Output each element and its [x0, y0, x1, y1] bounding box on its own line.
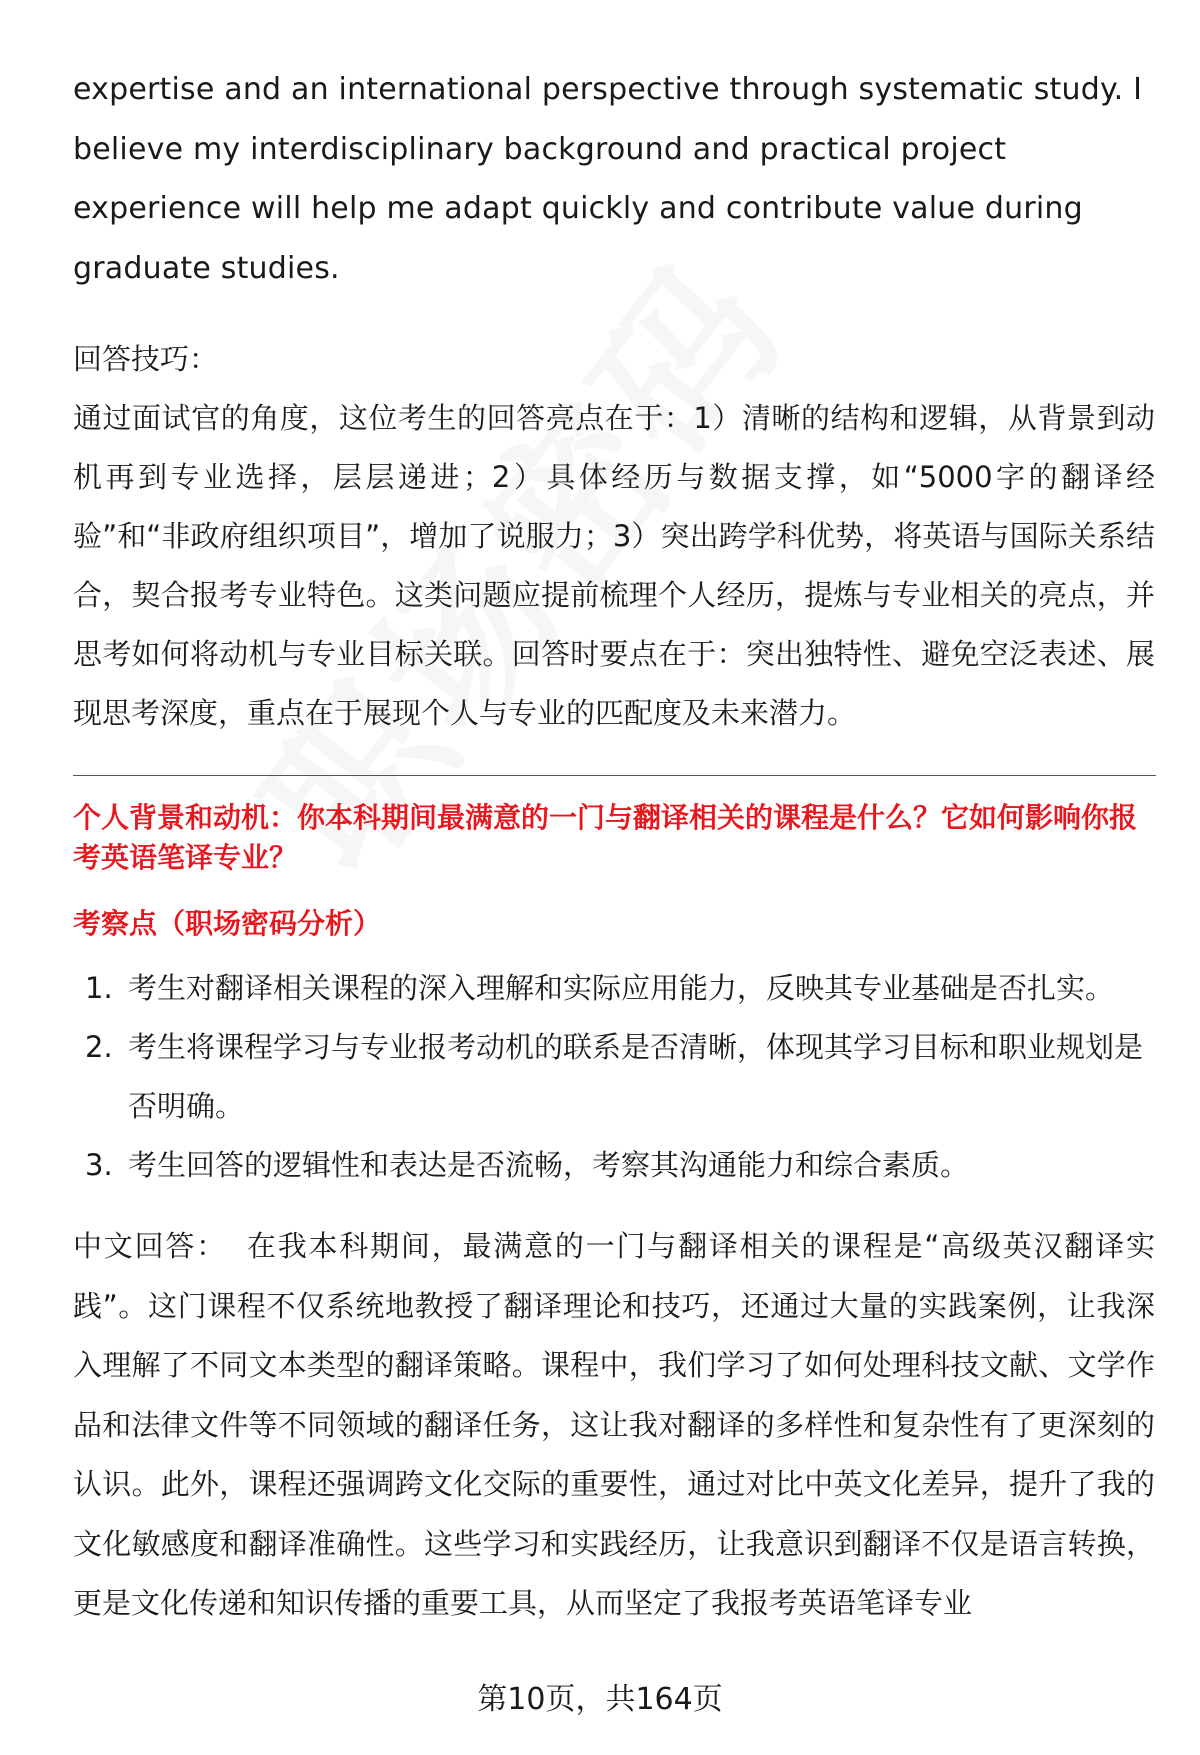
- list-item: [73, 1136, 1155, 1195]
- list-item-text: 考生对翻译相关课程的深入理解和实际应用能力，反映其专业基础是否扎实。: [128, 971, 1115, 1005]
- exam-points-list: [73, 959, 1155, 1195]
- tips-body: 通过面试官的角度，这位考生的回答亮点在于：1）清晰的结构和逻辑，从背景到动机再到专业选择，层层递进；2）具体经历与数据支撑，如“5000字的翻译经验”和“非政府组织项目”，增加了说服力；3）突出跨学科优势，将英语与国际关系结合，契合报考专业特色。这类问题应提前梳理个人经历，提炼与专业相关的亮点，并思考如何将动机与专业目标关联。回答时要点在于：突出独特性、避免空泛表述、展现思考深度，重点在于展现个人与专业的匹配度及未来潜力。: [73, 401, 1155, 730]
- section-divider: [73, 775, 1156, 776]
- exam-points-heading: 考察点（职场密码分析）: [73, 907, 382, 940]
- question-heading: 个人背景和动机：你本科期间最满意的一门与翻译相关的课程是什么？它如何影响你报考英语笔译专业？: [73, 801, 1138, 874]
- page-content: [73, 60, 1155, 1663]
- chinese-answer: [73, 1217, 1155, 1634]
- answer-body: 在我本科期间，最满意的一门与翻译相关的课程是“高级英汉翻译实践”。这门课程不仅系统地教授了翻译理论和技巧，还通过大量的实践案例，让我深入理解了不同文本类型的翻译策略。课程中，我们学习了如何处理科技文献、文学作品和法律文件等不同领域的翻译任务，这让我对翻译的多样性和复杂性有了更深刻的认识。此外，课程还强调跨文化交际的重要性，通过对比中英文化差异，提升了我的文化敏感度和翻译准确性。这些学习和实践经历，让我意识到翻译不仅是语言转换，更是文化传递和知识传播的重要工具，从而坚定了我报考英语笔译专业: [73, 1229, 1155, 1620]
- answer-label: 中文回答：: [73, 1229, 227, 1263]
- list-item: [73, 959, 1155, 1018]
- tips-label: 回答技巧：: [73, 342, 219, 376]
- list-item: [73, 1018, 1155, 1136]
- list-item-number: 3.: [85, 1148, 113, 1182]
- intro-paragraph: expertise and an international perspective through systematic study. I believe my interdisciplinary background and practical project experience will help me adapt quickly and contribute value during graduate studies.: [73, 72, 1143, 286]
- list-item-number: 1.: [85, 971, 113, 1005]
- page-footer: 第10页，共164页: [477, 1682, 723, 1717]
- list-item-number: 2.: [85, 1030, 113, 1064]
- list-item-text: 考生将课程学习与专业报考动机的联系是否清晰，体现其学习目标和职业规划是否明确。: [128, 1030, 1144, 1123]
- list-item-text: 考生回答的逻辑性和表达是否流畅，考察其沟通能力和综合素质。: [128, 1148, 970, 1182]
